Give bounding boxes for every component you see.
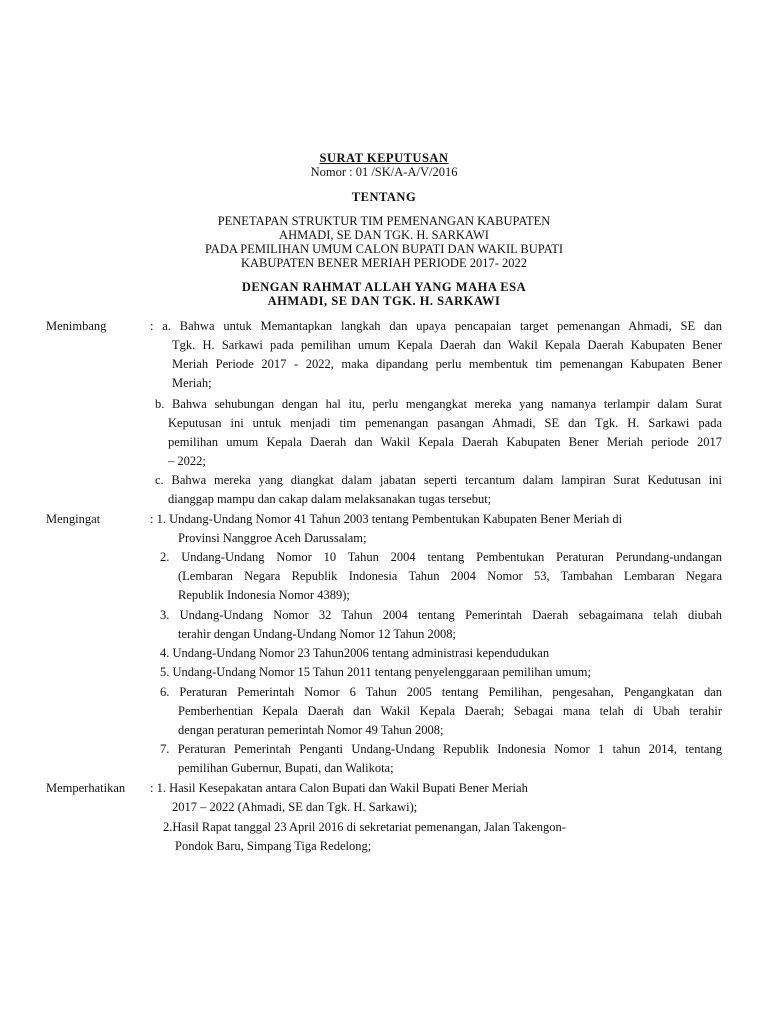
menimbang-line: Meriah; (172, 376, 212, 390)
subject-line: KABUPATEN BENER MERIAH PERIODE 2017- 2022 (240, 256, 527, 270)
section-label-menimbang: Menimbang (46, 319, 107, 333)
menimbang-line: Keputusan ini untuk menjadi tim pemenangan pasangan Ahmadi, SE dan Tgk. H. Sarkawi pada (168, 416, 722, 430)
menimbang-line: c. Bahwa mereka yang diangkat dalam jabatan seperti tercantum dalam lampiran Surat Kedutusan ini (155, 473, 722, 487)
tentang-heading: TENTANG (351, 190, 417, 204)
menimbang-line: Tgk. H. Sarkawi pada pemilihan umum Kepala Daerah dan Wakil Kepala Daerah Kabupaten Bener (172, 338, 722, 352)
document-number: Nomor : 01 /SK/A-A/V/2016 (310, 165, 458, 179)
mengingat-line: (Lembaran Negara Republik Indonesia Tahun 2004 Nomor 53, Tambahan Lembaran Negara (178, 569, 722, 583)
mengingat-line: 3. Undang-Undang Nomor 32 Tahun 2004 tentang Pemerintah Daerah sebagaimana telah diubah (160, 608, 722, 622)
mengingat-line: : 1. Undang-Undang Nomor 41 Tahun 2003 tentang Pembentukan Kabupaten Bener Meriah di (150, 512, 623, 526)
rahmat-line: DENGAN RAHMAT ALLAH YANG MAHA ESA (241, 280, 527, 294)
mengingat-line: 5. Undang-Undang Nomor 15 Tahun 2011 tentang penyelenggaraan pemilihan umum; (160, 665, 591, 679)
subject-line: PENETAPAN STRUKTUR TIM PEMENANGAN KABUPATEN (217, 214, 551, 228)
menimbang-line: Meriah Periode 2017 - 2022, maka dipandang perlu membentuk tim pemenangan Kabupaten Bener (172, 357, 722, 371)
memperhatikan-line: Pondok Baru, Simpang Tiga Redelong; (175, 839, 372, 853)
section-label-mengingat: Mengingat (46, 512, 101, 526)
section-label-memperhatikan: Memperhatikan (46, 781, 126, 795)
menimbang-line: dianggap mampu dan cakap dalam melaksanakan tugas tersebut; (168, 492, 492, 506)
mengingat-line: 4. Undang-Undang Nomor 23 Tahun2006 tentang administrasi kependudukan (160, 646, 550, 660)
memperhatikan-line: 2017 – 2022 (Ahmadi, SE dan Tgk. H. Sarkawi); (172, 800, 418, 814)
mengingat-line: dengan peraturan pemerintah Nomor 49 Tahun 2008; (178, 723, 444, 737)
mengingat-line: 6. Peraturan Pemerintah Nomor 6 Tahun 2005 tentang Pemilihan, pengesahan, Pengangkatan dan (160, 685, 722, 699)
menimbang-line: – 2022; (168, 454, 206, 468)
mengingat-line: Provinsi Nanggroe Aceh Darussalam; (178, 531, 367, 545)
mengingat-line: 7. Peraturan Pemerintah Penganti Undang-Undang Republik Indonesia Nomor 1 tahun 2014, tentang (160, 742, 722, 756)
menimbang-line: b. Bahwa sehubungan dengan hal itu, perlu mengangkat mereka yang namanya terlampir dalam Surat (155, 397, 722, 411)
mengingat-line: Republik Indonesia Nomor 4389); (178, 588, 350, 602)
subject-line: AHMADI, SE DAN TGK. H. SARKAWI (279, 228, 489, 242)
mengingat-line: 2. Undang-Undang Nomor 10 Tahun 2004 tentang Pembentukan Peraturan Perundang-undangan (160, 550, 722, 564)
document-title: SURAT KEPUTUSAN (319, 151, 449, 165)
memperhatikan-line: : 1. Hasil Kesepakatan antara Calon Bupati dan Wakil Bupati Bener Meriah (150, 781, 528, 795)
mengingat-line: terahir dengan Undang-Undang Nomor 12 Tahun 2008; (178, 627, 456, 641)
rahmat-line: AHMADI, SE DAN TGK. H. SARKAWI (267, 294, 501, 308)
menimbang-line: pemilihan umum Kepala Daerah dan Wakil Kepala Daerah Kabupaten Bener Meriah periode 2017 (168, 435, 722, 449)
mengingat-line: pemilihan Gubernur, Bupati, dan Walikota; (178, 761, 394, 775)
mengingat-line: Pemberhentian Kepala Daerah dan Wakil Kepala Daerah; Sebagai mana telah di Ubah terahir (178, 704, 722, 718)
menimbang-line: : a. Bahwa untuk Memantapkan langkah dan upaya pencapaian target pemenangan Ahmadi, SE dan (150, 319, 722, 333)
memperhatikan-line: 2.Hasil Rapat tanggal 23 April 2016 di sekretariat pemenangan, Jalan Takengon- (163, 820, 566, 834)
subject-line: PADA PEMILIHAN UMUM CALON BUPATI DAN WAKIL BUPATI (204, 242, 564, 256)
